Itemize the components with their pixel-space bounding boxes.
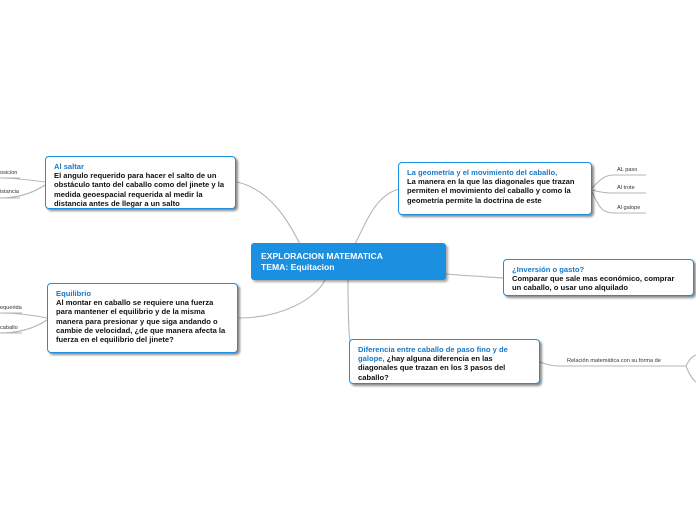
link-salto-leaf1	[0, 178, 45, 182]
link-relacion-branch-up	[686, 355, 696, 366]
topic-inversion-title: ¿Inversión o gasto?	[512, 265, 585, 274]
topic-salto[interactable]	[45, 156, 236, 209]
leaf-galope[interactable]: Al galope	[617, 205, 641, 211]
topic-salto-title: Al saltar	[54, 162, 84, 171]
link-center-equilibrio	[239, 280, 325, 318]
leaf-salto-2[interactable]: istancia	[0, 189, 19, 195]
topic-salto-body: El angulo requerido para hacer el salto de un obstáculo tanto del caballo como del jinete y la medida geoespacial requerida al medir la distancia antes de llegar a un salto	[54, 171, 225, 208]
topic-inversion-body: Comparar que sale mas económico, comprar un caballo, o usar uno alquilado	[512, 274, 675, 293]
link-diferencia-relacion	[540, 362, 564, 366]
topic-diferencia[interactable]	[349, 339, 540, 384]
leaf-salto-1[interactable]: osicion	[0, 170, 18, 176]
link-geometria-trote	[592, 190, 614, 193]
topic-geometria-title: La geometría y el movimiento del caballo,	[407, 168, 558, 177]
link-equilibrio-leaf1	[0, 313, 47, 318]
topic-geometria[interactable]	[398, 162, 592, 215]
topic-equilibrio-title: Equilibrio	[56, 289, 92, 298]
topic-equilibrio[interactable]	[47, 283, 238, 353]
leaf-trote[interactable]: Al trote	[617, 185, 635, 191]
topic-geometria-body: La manera en la que las diagonales que trazan permiten el movimiento del caballo y como la geometría permite la doctrina de este	[407, 177, 575, 205]
link-center-inversion	[446, 274, 503, 278]
topic-inversion[interactable]	[503, 259, 694, 296]
leaf-relacion[interactable]: Relación matemática con su forma de	[567, 358, 661, 364]
leaf-equilibrio-2[interactable]: caballo	[0, 325, 18, 331]
leaf-paso[interactable]: AL paso	[617, 167, 638, 173]
central-topic[interactable]	[251, 243, 446, 280]
link-geometria-galope	[592, 192, 614, 213]
leaf-equilibrio-1[interactable]: equerida	[0, 305, 22, 311]
topic-equilibrio-body: Al montar en caballo se requiere una fuerza para mantener el equilibrio y de la misma manera para presionar y que siga andando o cambie de velocidad, ¿de que manera afecta la fuerza en el equilibrio del jinete?	[56, 298, 226, 345]
central-topic-line1: EXPLORACION MATEMATICA	[261, 251, 383, 261]
link-center-salto	[237, 182, 300, 244]
central-topic-line2: TEMA: Equitacion	[261, 262, 335, 272]
topic-diferencia-title: Diferencia entre caballo de paso fino y de galope,	[358, 345, 508, 364]
topic-diferencia-body: ¿hay alguna diferencia en las diagonales que trazan en los 3 pasos del caballo?	[358, 354, 506, 382]
link-geometria-paso	[592, 175, 614, 188]
link-center-geometria	[355, 189, 399, 244]
link-relacion-branch-down	[686, 366, 696, 382]
